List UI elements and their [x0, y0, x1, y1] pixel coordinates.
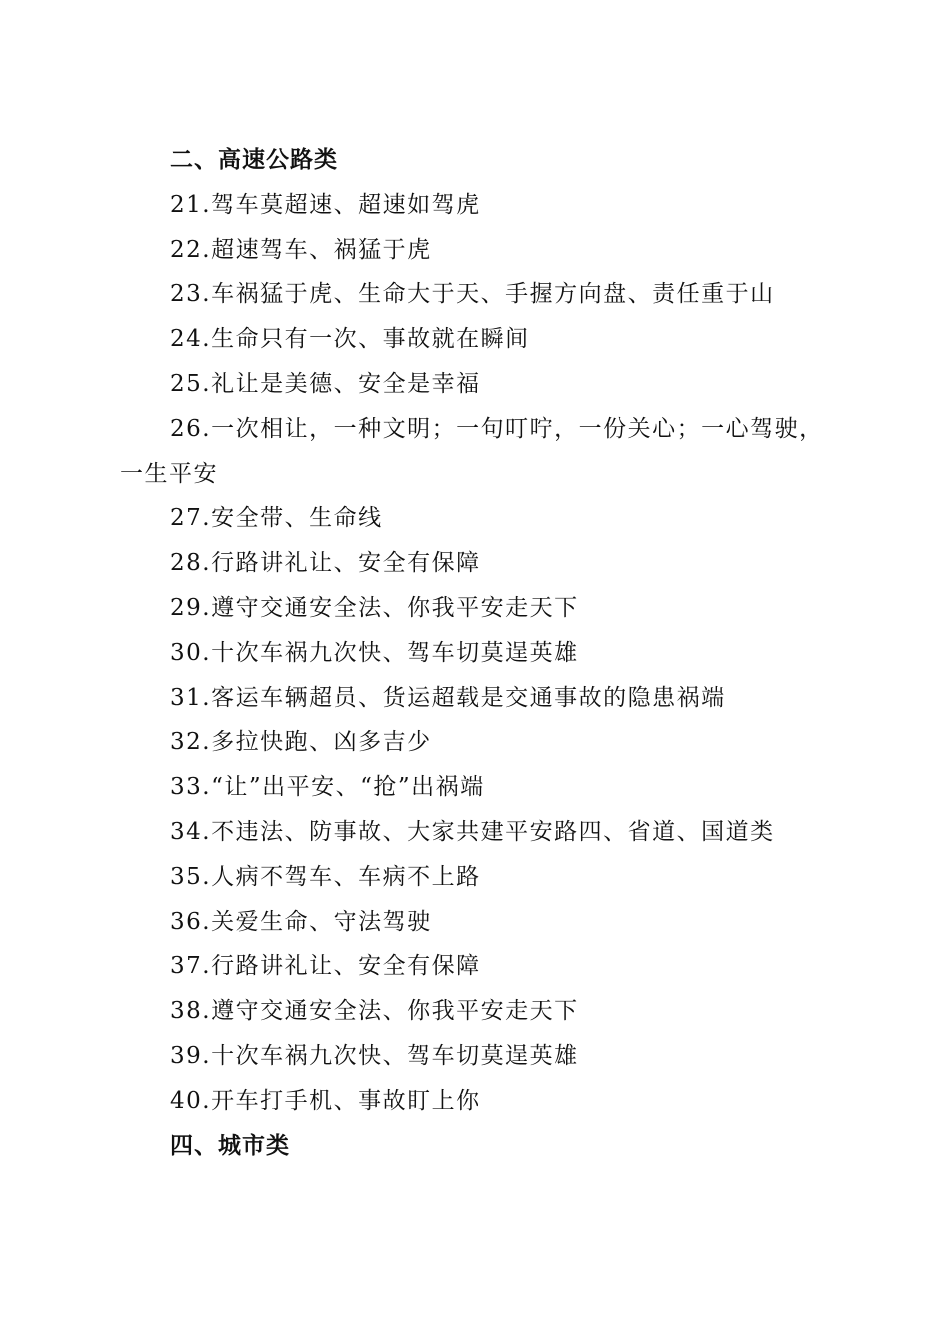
list-item: 34.不违法、防事故、大家共建平安路四、省道、国道类 — [170, 818, 775, 845]
document-body — [120, 138, 840, 1168]
section-heading: 二、高速公路类 — [170, 147, 338, 173]
list-item: 29.遵守交通安全法、你我平安走天下 — [170, 594, 579, 621]
list-item: 24.生命只有一次、事故就在瞬间 — [170, 326, 530, 353]
list-item: 40.开车打手机、事故盯上你 — [170, 1087, 481, 1114]
list-item: 27.安全带、生命线 — [170, 505, 383, 532]
list-item: 37.行路讲礼让、安全有保障 — [170, 953, 481, 980]
list-item: 36.关爱生命、守法驾驶 — [170, 908, 432, 935]
list-item-continuation: 一生平安 — [120, 460, 218, 487]
list-item: 39.十次车祸九次快、驾车切莫逞英雄 — [170, 1042, 579, 1069]
list-item: 28.行路讲礼让、安全有保障 — [170, 550, 481, 577]
list-item: 33.“让”出平安、“抢”出祸端 — [170, 774, 485, 801]
list-item: 25.礼让是美德、安全是幸福 — [170, 370, 481, 397]
list-item: 30.十次车祸九次快、驾车切莫逞英雄 — [170, 639, 579, 666]
list-item: 22.超速驾车、祸猛于虎 — [170, 236, 432, 263]
list-item: 32.多拉快跑、凶多吉少 — [170, 729, 432, 756]
list-item: 21.驾车莫超速、超速如驾虎 — [170, 191, 481, 218]
list-item: 23.车祸猛于虎、生命大于天、手握方向盘、责任重于山 — [170, 281, 775, 308]
section-heading: 四、城市类 — [170, 1132, 290, 1159]
list-item: 38.遵守交通安全法、你我平安走天下 — [170, 998, 579, 1025]
list-item: 31.客运车辆超员、货运超载是交通事故的隐患祸端 — [170, 684, 726, 711]
list-item: 26.一次相让，一种文明；一句叮咛，一份关心；一心驾驶， — [170, 415, 824, 442]
list-item: 35.人病不驾车、车病不上路 — [170, 863, 481, 890]
